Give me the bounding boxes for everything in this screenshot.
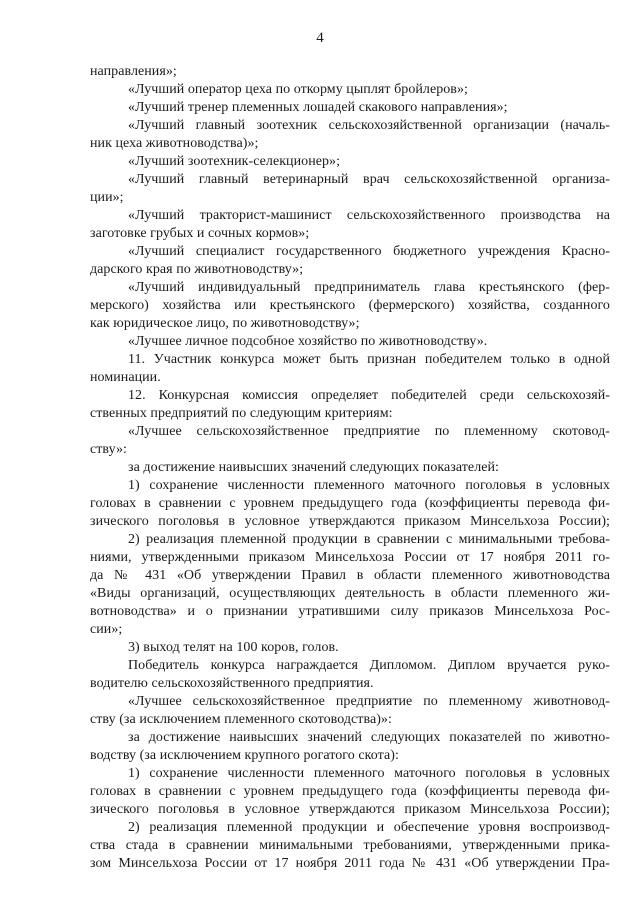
text-line: 1) сохранение численности племенного маточного поголовья в условных <box>128 478 610 493</box>
text-line: ственных предприятий по следующим критериям: <box>90 406 393 421</box>
text-line: водству (за исключением крупного рогатого скота): <box>90 748 399 763</box>
page-number: 4 <box>316 30 324 46</box>
text-line: «Лучший специалист государственного бюджетного учреждения Красно- <box>128 244 610 259</box>
text-line: «Лучший индивидуальный предприниматель глава крестьянского (фер- <box>128 280 610 295</box>
text-line: дарского края по животноводству»; <box>90 262 304 277</box>
text-line: за достижение наивысших значений следующих показателей: <box>128 460 499 475</box>
text-line: как юридическое лицо, по животноводству»; <box>90 316 360 331</box>
text-line: 12. Конкурсная комиссия определяет победителей среди сельскохозяй- <box>128 388 610 403</box>
text-line: Победитель конкурса награждается Дипломом. Диплом вручается руко- <box>128 658 610 673</box>
text-line: «Лучший зоотехник-селекционер»; <box>128 154 341 169</box>
text-line: головах в сравнении с уровнем предыдущего года (коэффициенты перевода фи- <box>90 496 610 511</box>
text-line: «Лучший оператор цеха по откорму цыплят бройлеров»; <box>128 82 468 97</box>
text-line: «Виды организаций, осуществляющих деятельность в области племенного жи- <box>90 586 610 601</box>
text-line: «Лучший главный ветеринарный врач сельскохозяйственной организа- <box>128 172 610 187</box>
text-line: зом Минсельхоза России от 17 ноября 2011 года № 431 «Об утверждении Пра- <box>90 856 610 871</box>
text-line: зического поголовья в условное утверждаются приказом Минсельхоза России); <box>90 514 610 529</box>
text-line: «Лучшее сельскохозяйственное предприятие по племенному животновод- <box>128 694 610 709</box>
text-line: ции»; <box>90 190 124 205</box>
text-line: ству»: <box>90 442 128 457</box>
text-line: «Лучший тренер племенных лошадей скакового направления»; <box>128 100 508 115</box>
text-line: направления»; <box>90 64 177 79</box>
text-line: номинации. <box>90 370 161 385</box>
text-line: водителю сельскохозяйственного предприятия. <box>90 676 374 691</box>
text-line: 3) выход телят на 100 коров, голов. <box>128 640 339 655</box>
text-line: мерского) хозяйства или крестьянского (фермерского) хозяйства, созданного <box>90 298 610 313</box>
text-line: за достижение наивысших значений следующих показателей по животно- <box>128 730 610 745</box>
text-line: 11. Участник конкурса может быть признан победителем только в одной <box>128 352 610 367</box>
text-line: 2) реализация племенной продукции и обеспечение уровня воспроизвод- <box>128 820 610 835</box>
text-line: зического поголовья в условное утверждаются приказом Минсельхоза России); <box>90 802 610 817</box>
text-line: сии»; <box>90 622 123 637</box>
text-line: ства стада в сравнении минимальными требованиями, утвержденными прика- <box>90 838 610 853</box>
text-line: «Лучший главный зоотехник сельскохозяйственной организации (началь- <box>128 118 610 133</box>
text-line: 2) реализация племенной продукции в сравнении с минимальными требова- <box>128 532 610 547</box>
text-line: головах в сравнении с уровнем предыдущего года (коэффициенты перевода фи- <box>90 784 610 799</box>
text-line: ству (за исключением племенного скотоводства)»: <box>90 712 392 727</box>
text-line: «Лучшее личное подсобное хозяйство по животноводству». <box>128 334 488 349</box>
text-line: ниями, утвержденными приказом Минсельхоза России от 17 ноября 2011 го- <box>90 550 610 565</box>
text-line: да № 431 «Об утверждении Правил в области племенного животноводства <box>90 568 610 583</box>
text-line: 1) сохранение численности племенного маточного поголовья в условных <box>128 766 610 781</box>
text-line: «Лучший тракторист-машинист сельскохозяйственного производства на <box>128 208 610 223</box>
text-line: ник цеха животноводства)»; <box>90 136 259 151</box>
text-line: «Лучшее сельскохозяйственное предприятие по племенному скотовод- <box>128 424 610 439</box>
text-line: заготовке грубых и сочных кормов»; <box>90 226 310 241</box>
text-line: вотноводства» и о признании утратившими силу приказов Минсельхоза Рос- <box>90 604 610 619</box>
